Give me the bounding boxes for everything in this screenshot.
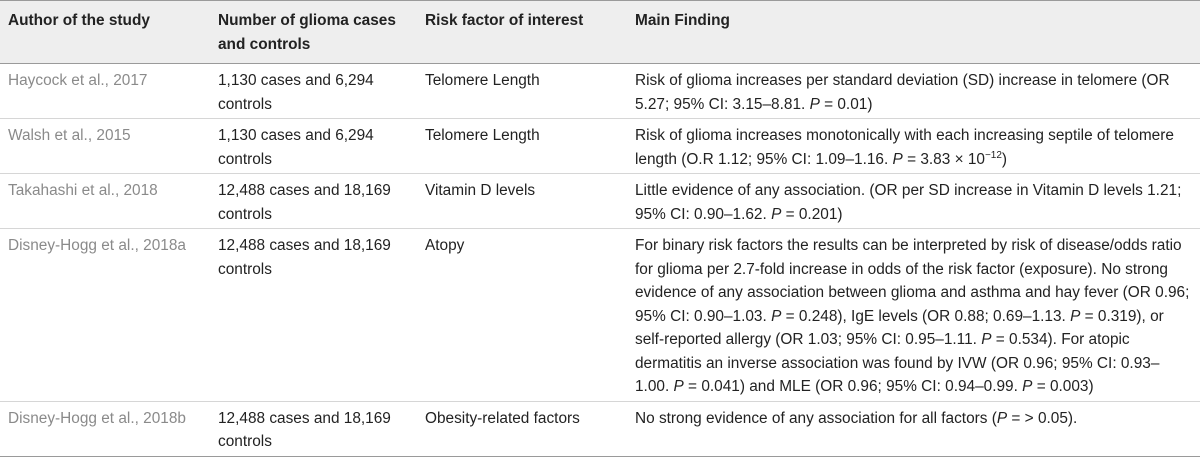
finding-cell: Risk of glioma increases per standard deviation (SD) increase in telomere (OR 5.27; 95% CI: 3.15–8.81. P = 0.01) xyxy=(627,64,1200,119)
risk-cell: Atopy xyxy=(417,229,627,402)
author-cell: Disney-Hogg et al., 2018a xyxy=(0,229,210,402)
cases-cell: 12,488 cases and 18,169 controls xyxy=(210,174,417,229)
author-cell: Takahashi et al., 2018 xyxy=(0,174,210,229)
header-cases: Number of glioma cases and controls xyxy=(210,1,417,64)
author-cell: Walsh et al., 2015 xyxy=(0,119,210,174)
risk-cell: Obesity-related factors xyxy=(417,401,627,456)
table-row xyxy=(0,174,1200,229)
cases-cell: 1,130 cases and 6,294 controls xyxy=(210,64,417,119)
risk-cell: Vitamin D levels xyxy=(417,174,627,229)
table-row xyxy=(0,64,1200,119)
cases-cell: 1,130 cases and 6,294 controls xyxy=(210,119,417,174)
header-row xyxy=(0,1,1200,64)
finding-cell: Little evidence of any association. (OR per SD increase in Vitamin D levels 1.21; 95% CI: 0.90–1.62. P = 0.201) xyxy=(627,174,1200,229)
cases-cell: 12,488 cases and 18,169 controls xyxy=(210,229,417,402)
table-row xyxy=(0,119,1200,174)
finding-cell: Risk of glioma increases monotonically with each increasing septile of telomere length (O.R 1.12; 95% CI: 1.09–1.16. $P = 3.83 \times 10^{-12}$) xyxy=(627,119,1200,174)
risk-cell: Telomere Length xyxy=(417,119,627,174)
header-risk: Risk factor of interest xyxy=(417,1,627,64)
author-cell: Disney-Hogg et al., 2018b xyxy=(0,401,210,456)
finding-cell: For binary risk factors the results can be interpreted by risk of disease/odds ratio for glioma per 2.7-fold increase in odds of the risk factor (exposure). No strong evidence of any association between glioma and asthma and hay fever (OR 0.96; 95% CI: 0.90–1.03. P = 0.248), IgE levels (OR 0.88; 0.69–1.13. P = 0.319), or self-reported allergy (OR 1.03; 95% CI: 0.95–1.11. P = 0.534). For atopic dermatitis an inverse association was found by IVW (OR 0.96; 95% CI: 0.93–1.00. P = 0.041) and MLE (OR 0.96; 95% CI: 0.94–0.99. P = 0.003) xyxy=(627,229,1200,402)
risk-cell: Telomere Length xyxy=(417,64,627,119)
finding-cell: No strong evidence of any association for all factors (P = > 0.05). xyxy=(627,401,1200,456)
header-author: Author of the study xyxy=(0,1,210,64)
author-cell: Haycock et al., 2017 xyxy=(0,64,210,119)
cases-cell: 12,488 cases and 18,169 controls xyxy=(210,401,417,456)
header-finding: Main Finding xyxy=(627,1,1200,64)
table-row xyxy=(0,229,1200,402)
